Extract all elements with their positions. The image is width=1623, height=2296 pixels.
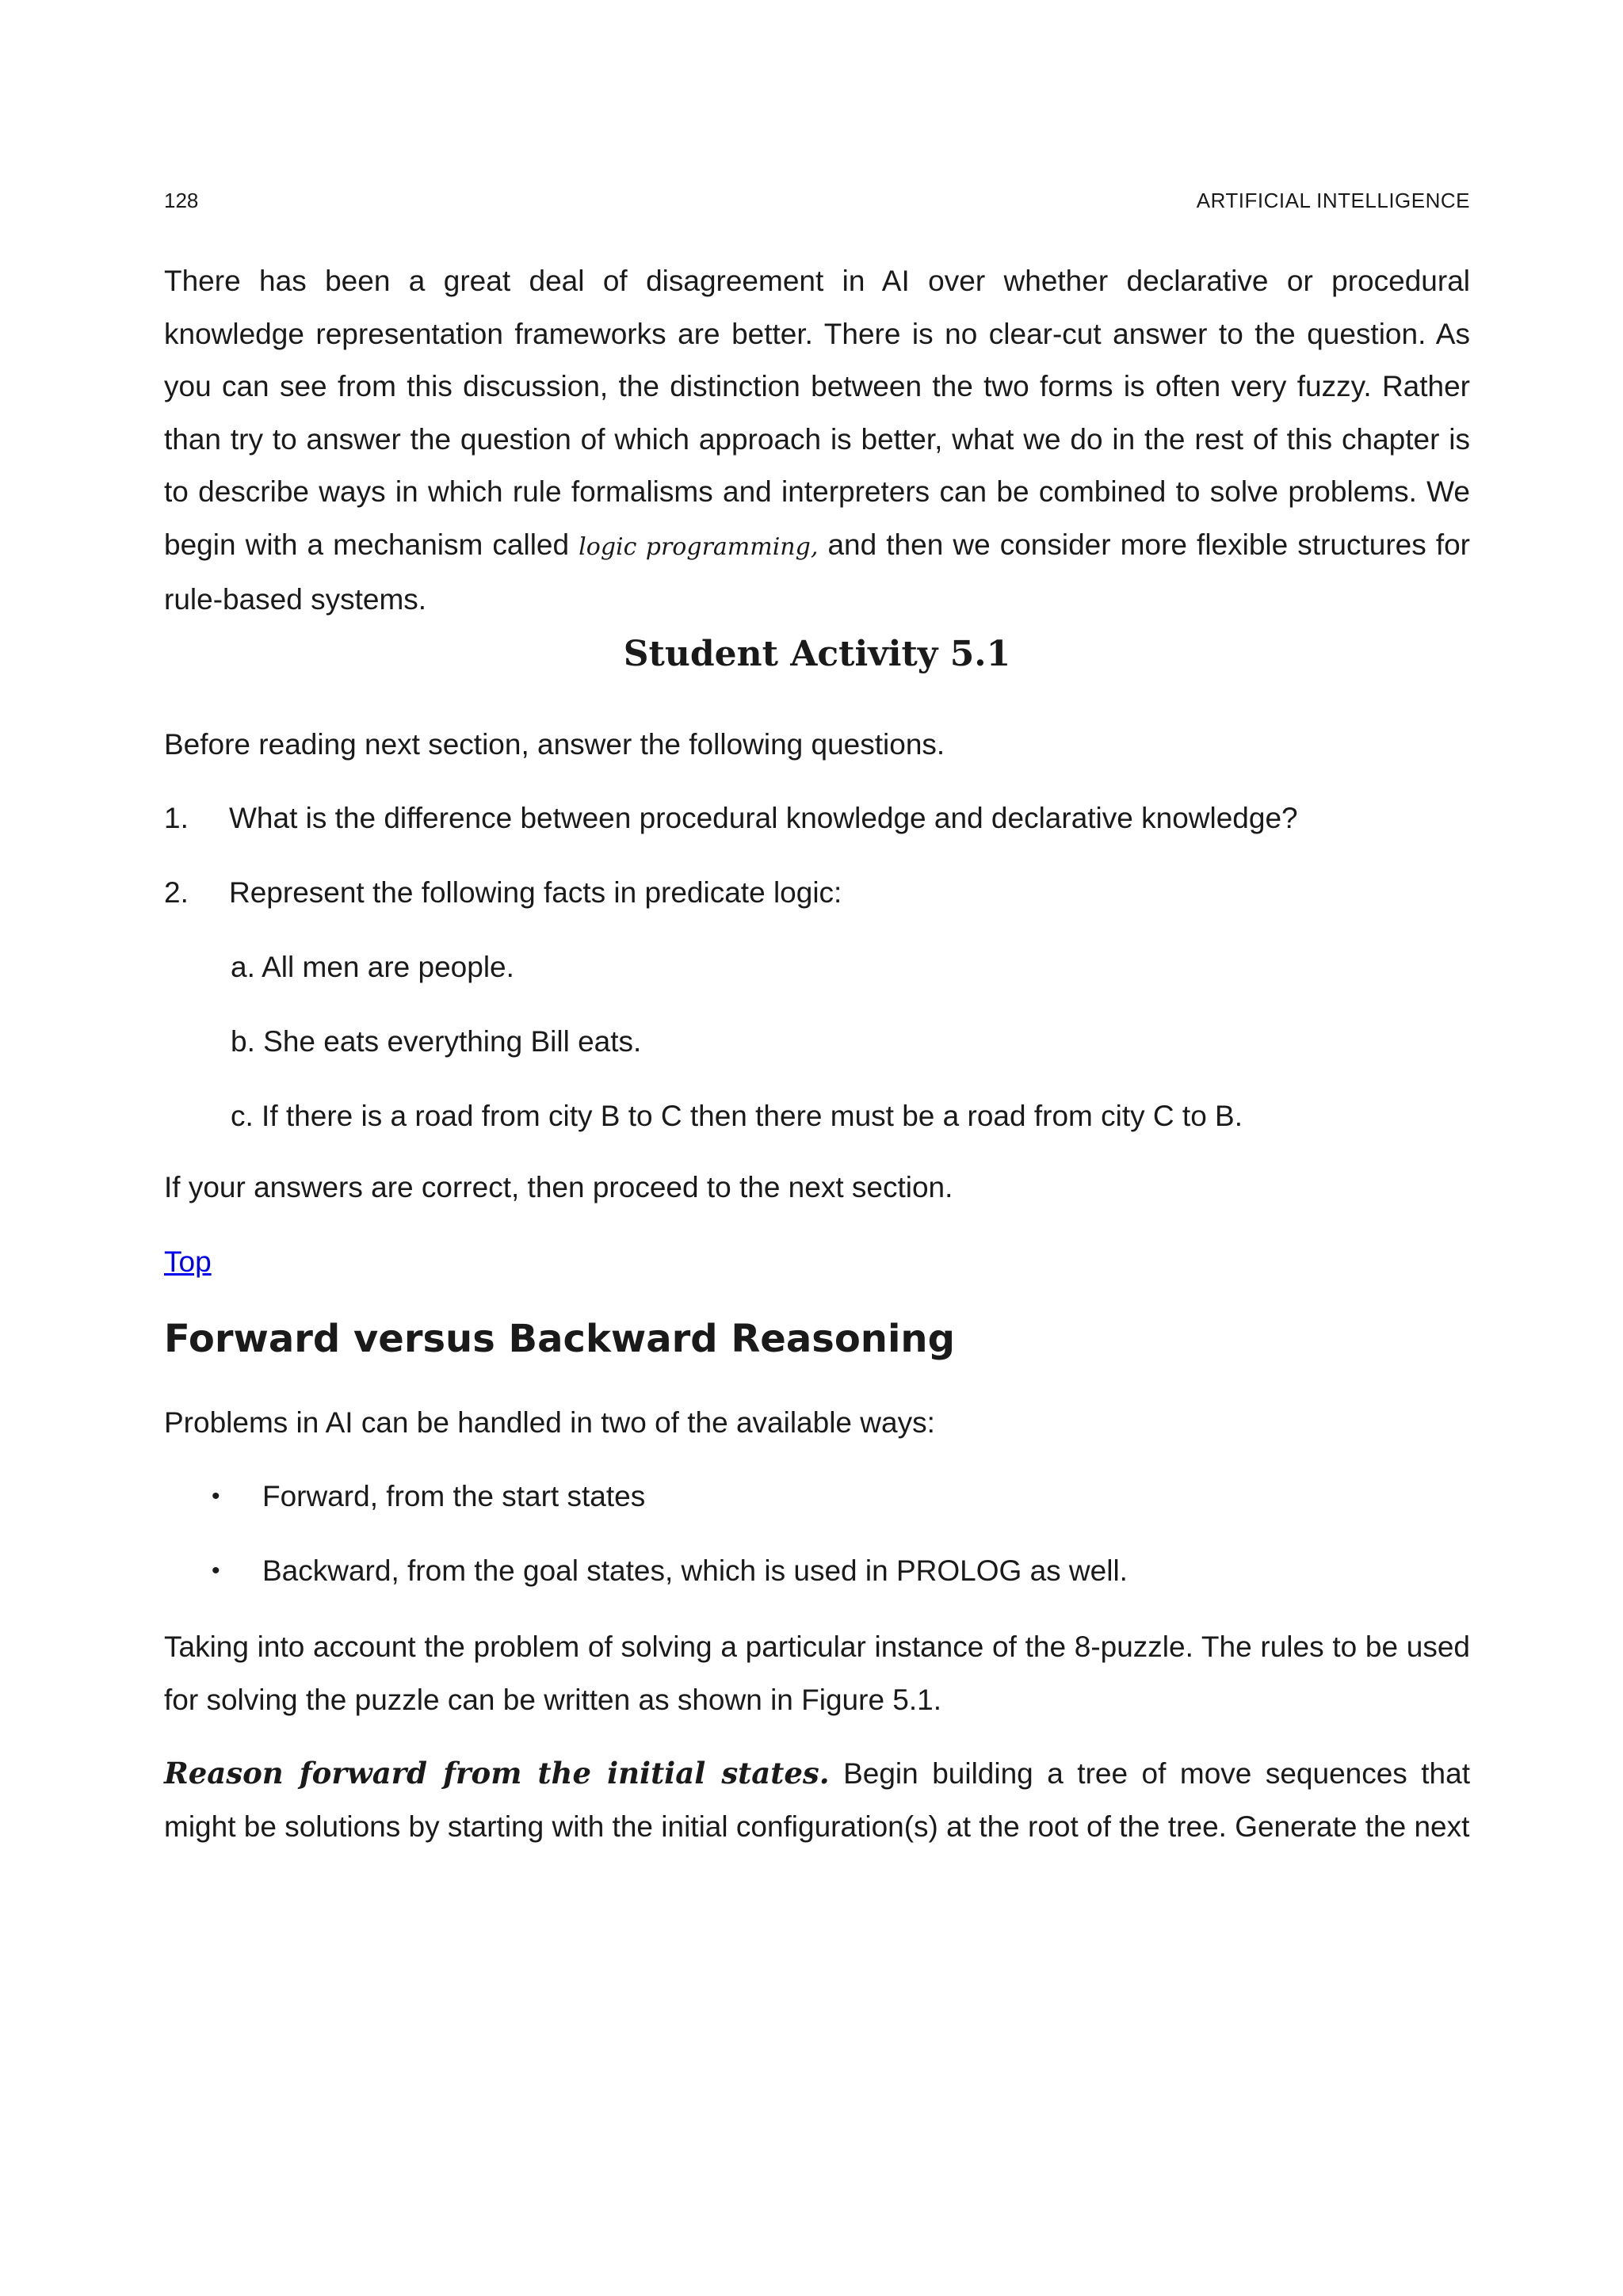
- sub-question-b: b. She eats everything Bill eats.: [231, 1025, 642, 1058]
- question-1: [164, 799, 1470, 838]
- question-2: [164, 873, 1470, 913]
- student-activity-title: Student Activity 5.1: [623, 634, 1011, 674]
- question-2-number: 2.: [164, 876, 189, 909]
- activity-instruction: Before reading next section, answer the following questions.: [164, 728, 945, 761]
- top-link[interactable]: Top: [164, 1245, 212, 1278]
- section-intro: Problems in AI can be handled in two of the available ways:: [164, 1406, 935, 1439]
- bullet-item: [164, 1551, 1470, 1591]
- bullet-text-forward: Forward, from the start states: [262, 1480, 646, 1512]
- running-title: ARTIFICIAL INTELLIGENCE: [1196, 189, 1470, 212]
- reason-forward-text: Begin building a tree of move sequences that might be solutions by starting with the initial configuration(s) at the root of the tree. Generate the next: [164, 1757, 1470, 1843]
- question-1-number: 1.: [164, 802, 189, 834]
- intro-text-part2: and then we consider more flexible structures for rule-based systems.: [164, 528, 1470, 616]
- reason-forward-lead: Reason forward from the initial states.: [164, 1756, 830, 1791]
- question-2-text: Represent the following facts in predicate logic:: [229, 876, 842, 909]
- bullet-symbol: •: [212, 1558, 220, 1584]
- page-header: [164, 189, 1470, 215]
- activity-closing: If your answers are correct, then proceed to the next section.: [164, 1171, 953, 1203]
- sub-question-c: c. If there is a road from city B to C then there must be a road from city C to B.: [231, 1100, 1243, 1132]
- bullet-item: [164, 1477, 1470, 1516]
- page-number: 128: [164, 189, 199, 212]
- sub-question-a: a. All men are people.: [231, 951, 514, 983]
- intro-text-part1: There has been a great deal of disagreement in AI over whether declarative or procedural knowledge representation frameworks are better. There is no clear-cut answer to the question. As you can see from this discussion, the distinction between the two forms is often very fuzzy. Rather than try to answer the question of which approach is better, what we do in the rest of this chapter is to describe ways in which rule formalisms and interpreters can be combined to solve problems. We begin with a mechanism called: [164, 265, 1470, 561]
- reason-forward-paragraph: [164, 1747, 1470, 1853]
- intro-paragraph: [164, 255, 1470, 627]
- section-heading: Forward versus Backward Reasoning: [164, 1317, 955, 1361]
- document-page: [164, 0, 1470, 2296]
- bullet-text-backward: Backward, from the goal states, which is used in PROLOG as well.: [262, 1554, 1128, 1587]
- logic-programming-term: logic programming,: [579, 532, 819, 561]
- figure-reference-paragraph: Taking into account the problem of solving a particular instance of the 8-puzzle. The rules to be used for solving the puzzle can be written as shown in Figure 5.1.: [164, 1630, 1470, 1716]
- bullet-symbol: •: [212, 1483, 220, 1509]
- question-1-text: What is the difference between procedural knowledge and declarative knowledge?: [229, 802, 1298, 834]
